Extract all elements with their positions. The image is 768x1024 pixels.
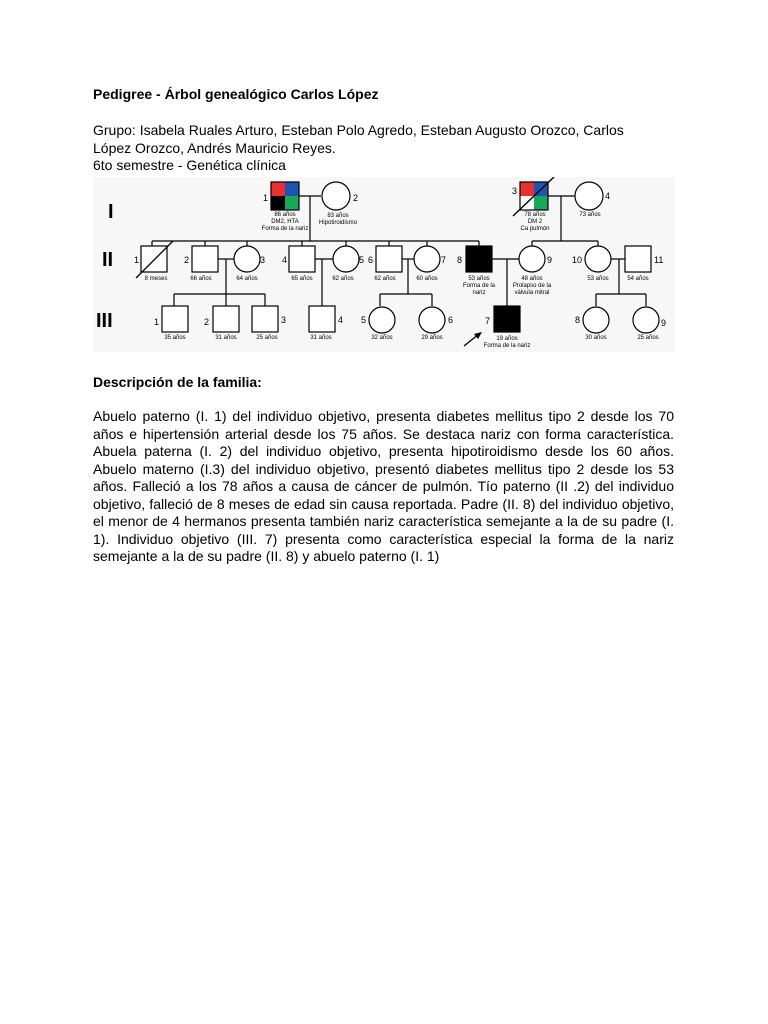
individual-II-11: [625, 246, 663, 282]
individual-number: 5: [361, 315, 367, 325]
page-title: Pedigree - Árbol genealógico Carlos López: [93, 86, 379, 102]
course-line: 6to semestre - Genética clínica: [93, 157, 286, 173]
individual-label: 53 años: [468, 276, 490, 282]
individual-label: Prolapso de la: [512, 283, 552, 289]
individual-number: 1: [263, 193, 269, 203]
individual-III-6: [419, 307, 453, 341]
individual-number: 1: [134, 255, 140, 265]
individual-label: Forma de la nariz: [261, 226, 309, 232]
individual-II-1: [134, 241, 173, 282]
individual-label: 78 años: [524, 212, 546, 218]
individual-number: 5: [359, 255, 365, 265]
individual-label: 8 meses: [144, 276, 168, 282]
individual-label: 29 años: [421, 335, 443, 341]
individual-number: 4: [605, 191, 611, 201]
individual-II-7: [414, 246, 446, 282]
color-segment: [271, 182, 285, 196]
individual-III-8: [575, 307, 609, 341]
individual-number: 3: [260, 255, 266, 265]
individual-II-9: [513, 246, 552, 296]
individual-label: 54 años: [627, 276, 649, 282]
color-segment: [285, 182, 299, 196]
individual-label: 66 años: [190, 276, 212, 282]
individual-label: Forma de la: [462, 283, 496, 289]
individual-II-2: [184, 246, 218, 282]
individual-I-2: [319, 182, 358, 226]
individual-label: 65 años: [291, 276, 313, 282]
individual-label: 83 años: [327, 213, 349, 219]
individual-number: 11: [654, 255, 664, 265]
individual-label: 35 años: [164, 335, 186, 341]
individual-label: Hipotiroidismo: [318, 220, 358, 226]
affected-square: [466, 246, 492, 272]
section-title: Descripción de la familia:: [93, 374, 262, 390]
individual-I-4: [575, 182, 610, 218]
individual-number: 3: [281, 315, 287, 325]
individual-III-2: [204, 306, 239, 341]
generation-label: II: [102, 249, 114, 271]
color-segment: [285, 196, 299, 210]
individual-label: 62 años: [332, 276, 354, 282]
individual-number: 1: [154, 317, 160, 327]
individual-number: 2: [204, 317, 210, 327]
proband-arrow-head: [474, 332, 482, 339]
individual-III-9: [633, 307, 666, 341]
individual-label: DM 2: [527, 219, 543, 225]
individual-number: 2: [353, 193, 359, 203]
individual-II-3: [234, 246, 265, 282]
individual-number: 9: [547, 255, 553, 265]
individual-number: 4: [282, 255, 288, 265]
individual-label: Ca pulmón: [520, 226, 550, 232]
individual-label: DM2, HTA: [271, 219, 299, 225]
pedigree-svg: [93, 177, 675, 352]
individual-II-4: [282, 246, 315, 282]
color-segment: [520, 182, 534, 196]
individual-label: 60 años: [416, 276, 438, 282]
individual-number: 6: [448, 315, 454, 325]
individual-number: 8: [575, 315, 581, 325]
individual-label: 32 años: [371, 335, 393, 341]
individual-label: 48 años: [521, 276, 543, 282]
individual-III-3: [252, 306, 286, 341]
individual-I-1: [262, 182, 309, 232]
individual-label: nariz: [472, 290, 486, 296]
group-line: López Orozco, Andrés Mauricio Reyes.: [93, 139, 336, 156]
individual-number: 4: [338, 315, 344, 325]
individual-II-10: [572, 246, 611, 282]
individual-number: 8: [457, 255, 463, 265]
individual-II-5: [332, 246, 364, 282]
individual-number: 7: [441, 255, 447, 265]
group-info: [93, 122, 683, 175]
individual-III-1: [154, 306, 188, 341]
generation-label: III: [96, 310, 113, 332]
individual-label: 31 años: [215, 335, 237, 341]
individual-label: 31 años: [310, 335, 332, 341]
individual-label: válvula mitral: [514, 290, 550, 296]
individual-III-7: [464, 306, 530, 349]
individual-number: 3: [512, 186, 518, 196]
individual-label: 73 años: [579, 212, 601, 218]
family-description: Abuelo paterno (I. 1) del individuo objetivo, presenta diabetes mellitus tipo 2 desde los 70 años e hipertensión arterial desde los 75 años. Se destaca nariz con forma característica. Abuela paterna (I. 2) del individuo objetivo, presenta hipotiroidismo desde los 60 años. Abuelo materno (I.3) del individuo objetivo, presentó diabetes mellitus tipo 2 desde los 53 años. Falleció a los 78 años a causa de cáncer de pulmón. Tío paterno (II .2) del individuo objetivo, falleció de 8 meses de edad sin causa reportada. Padre (II. 8) del individuo objetivo, el menor de 4 hermanos presenta también nariz característica semejante a la de su padre (I. 1). Individuo objetivo (III. 7) presenta como característica especial la forma de la nariz semejante a la de su padre (II. 8) y abuelo paterno (I. 1): [93, 408, 674, 564]
color-segment: [271, 196, 285, 210]
individual-II-8: [457, 246, 496, 296]
group-line: Grupo: Isabela Ruales Arturo, Esteban Polo Agredo, Esteban Augusto Orozco, Carlos: [93, 122, 624, 138]
individual-label: 62 años: [374, 276, 396, 282]
individual-number: 9: [661, 318, 667, 328]
individual-III-4: [309, 306, 343, 341]
individual-I-3: [512, 177, 554, 232]
affected-square: [494, 306, 520, 332]
individual-label: 86 años: [274, 212, 296, 218]
individual-label: 25 años: [637, 335, 659, 341]
individual-label: 30 años: [585, 335, 607, 341]
individual-II-6: [368, 246, 402, 282]
individual-label: 64 años: [236, 276, 258, 282]
individual-label: 25 años: [256, 335, 278, 341]
individual-label: 19 años: [496, 336, 518, 342]
pedigree-chart: [93, 177, 675, 352]
individual-number: 6: [368, 255, 374, 265]
individual-III-5: [361, 307, 395, 341]
color-segment: [534, 196, 548, 210]
individual-number: 2: [184, 255, 190, 265]
individual-label: Forma de la nariz: [483, 343, 531, 349]
individual-number: 7: [485, 316, 491, 326]
individual-label: 53 años: [587, 276, 609, 282]
generation-label: I: [108, 201, 114, 223]
individual-number: 10: [572, 255, 583, 265]
